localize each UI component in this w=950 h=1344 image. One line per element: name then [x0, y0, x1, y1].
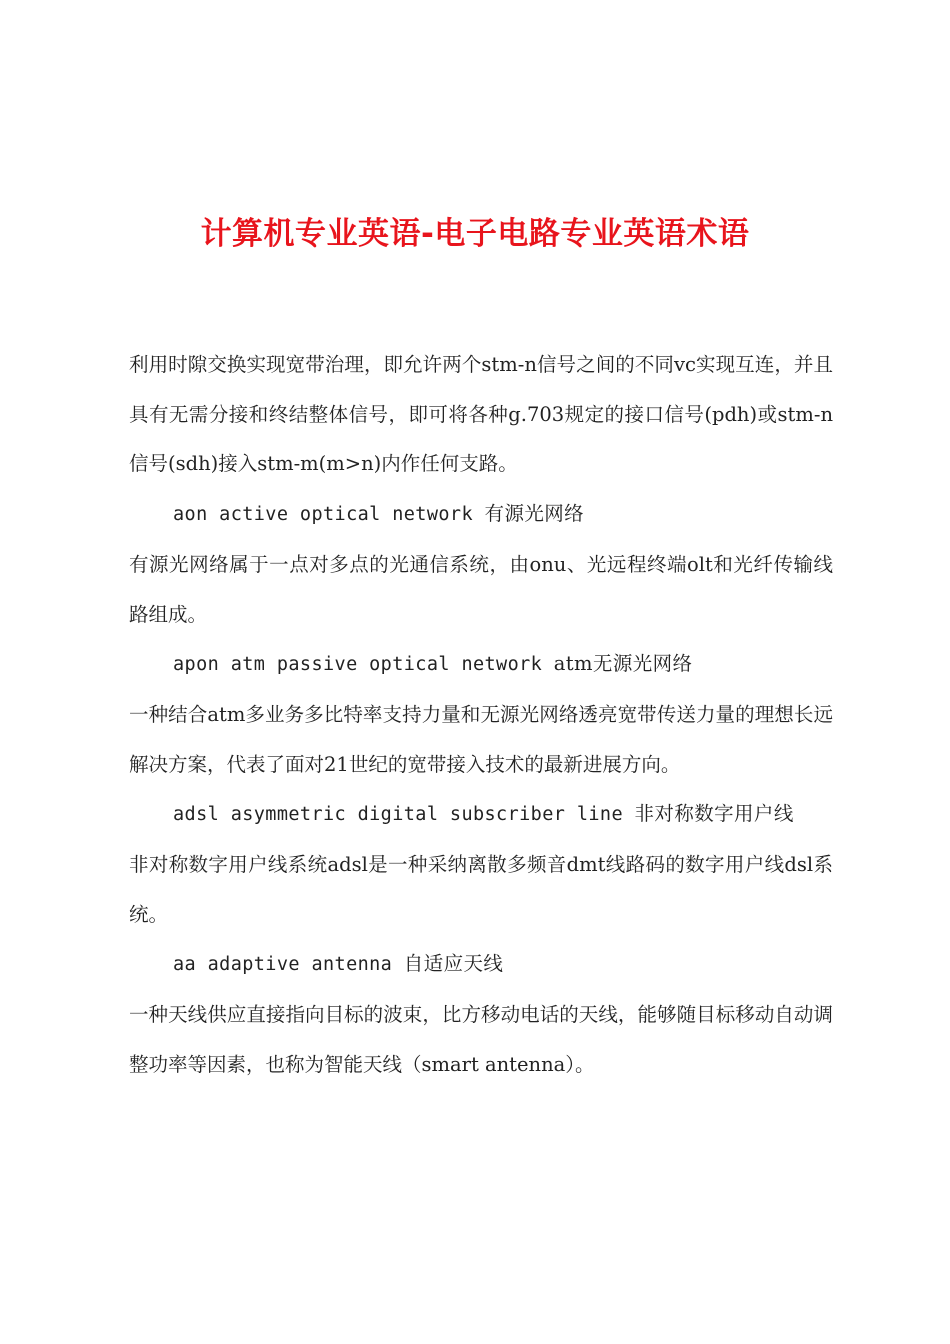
term-chinese: atm无源光网络 [553, 652, 693, 676]
term-english: aon active optical network [173, 504, 473, 526]
term-heading [129, 639, 833, 690]
term-description: 非对称数字用户线系统adsl是一种采纳离散多频音dmt线路码的数字用户线dsl系统。 [129, 853, 833, 926]
term-english: adsl asymmetric digital subscriber line [173, 804, 623, 826]
term-heading [129, 939, 833, 990]
term-chinese: 自适应天线 [403, 952, 504, 976]
term-english: apon atm passive optical network [173, 654, 543, 676]
term-description: 一种天线供应直接指向目标的波束，比方移动电话的天线，能够随目标移动自动调整功率等因素，也称为智能天线（smart antenna）。 [129, 1003, 833, 1076]
term-heading [129, 489, 833, 540]
document-title: 计算机专业英语-电子电路专业英语术语 [200, 216, 750, 252]
term-heading [129, 789, 833, 840]
term-description: 一种结合atm多业务多比特率支持力量和无源光网络透亮宽带传送力量的理想长远解决方案，代表了面对21世纪的宽带接入技术的最新进展方向。 [129, 702, 833, 776]
term-chinese: 非对称数字用户线 [634, 802, 794, 826]
term-chinese: 有源光网络 [484, 502, 585, 526]
term-description: 有源光网络属于一点对多点的光通信系统，由onu、光远程终端olt和光纤传输线路组成。 [129, 552, 833, 626]
document-body [129, 340, 833, 1090]
term-english: aa adaptive antenna [173, 954, 393, 976]
intro-paragraph: 利用时隙交换实现宽带治理，即允许两个stm-n信号之间的不同vc实现互连，并且具有无需分接和终结整体信号，即可将各种g.703规定的接口信号(pdh)或stm-n信号(sdh)接入stm-m(m>n)内作任何支路。 [129, 353, 833, 476]
